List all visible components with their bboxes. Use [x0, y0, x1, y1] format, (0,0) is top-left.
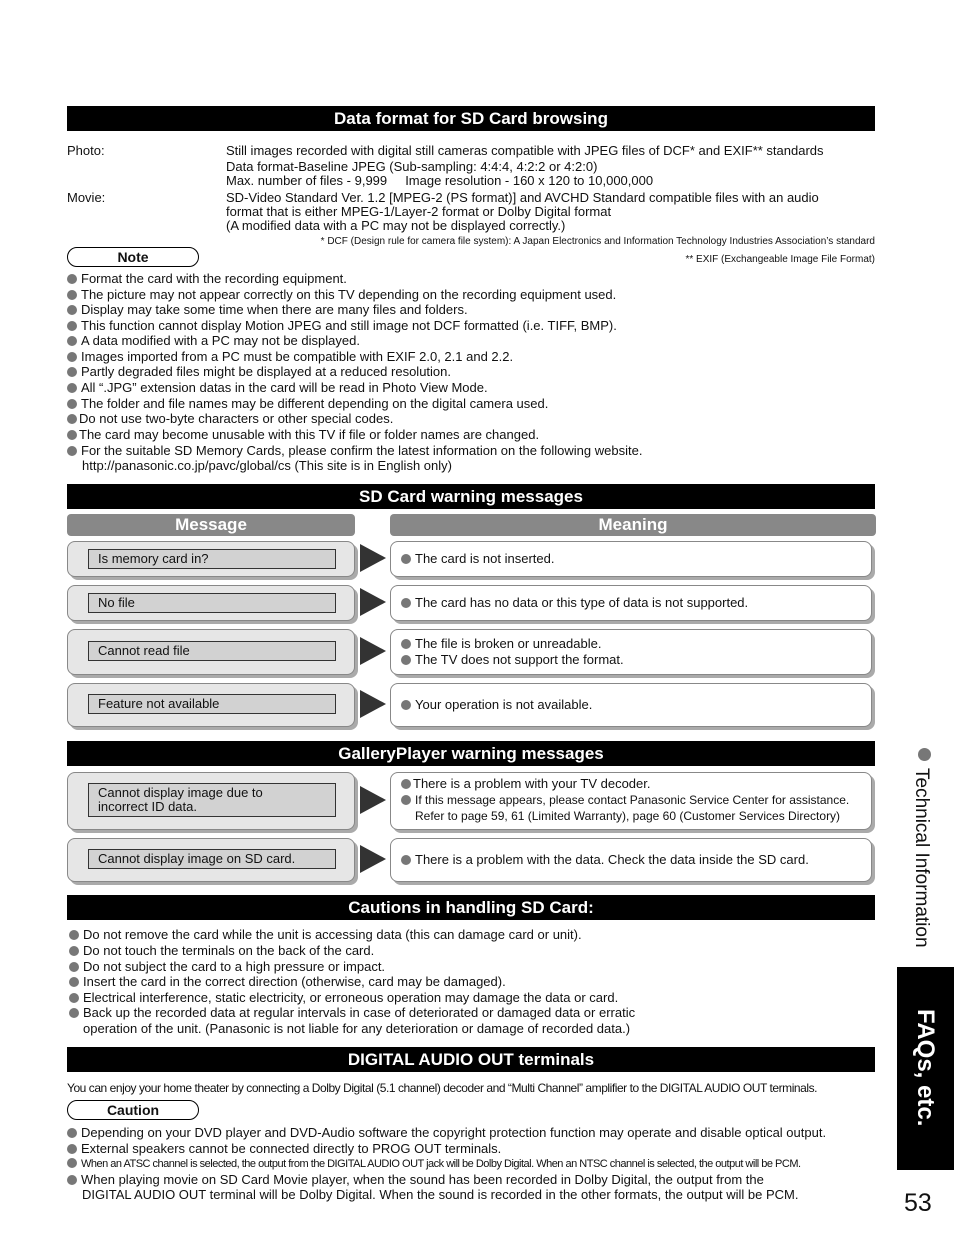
note-item: All “.JPG” extension datas in the card will be read in Photo View Mode.	[67, 380, 488, 395]
page-number: 53	[904, 1189, 932, 1217]
caution-item: Do not subject the card to a high pressure or impact.	[69, 959, 385, 974]
bullet-icon	[67, 352, 77, 362]
sd-warnings-heading: SD Card warning messages	[67, 484, 875, 509]
meaning-text: Refer to page 59, 61 (Limited Warranty), page 60 (Customer Services Directory)	[415, 809, 841, 823]
note-item: Display may take some time when there are many files and folders.	[67, 302, 468, 317]
note-item: A data modified with a PC may not be displayed.	[67, 333, 360, 348]
note-label: Note	[67, 247, 199, 267]
photo-line: Still images recorded with digital still cameras compatible with JPEG files of DCF* and EXIF** standards	[226, 143, 824, 158]
caution-continuation: operation of the unit. (Panasonic is not liable for any deterioration or damage of recorded data.)	[83, 1021, 631, 1036]
faqs-label: FAQs, etc.	[912, 1009, 939, 1127]
bullet-icon	[401, 554, 411, 564]
message-text: Is memory card in?	[88, 549, 336, 569]
bullet-icon	[67, 305, 77, 315]
message-box	[67, 541, 355, 577]
message-box	[67, 838, 355, 882]
bullet-icon	[67, 383, 77, 393]
bullet-icon	[401, 598, 411, 608]
meaning-text: There is a problem with the data. Check the data inside the SD card.	[415, 852, 809, 867]
bullet-icon	[67, 1144, 77, 1154]
bullet-icon	[67, 321, 77, 331]
bullet-icon	[69, 993, 79, 1003]
audio-continuation: DIGITAL AUDIO OUT terminal will be Dolby Digital. When the sound is recorded in the other formats, the output will be PCM.	[82, 1187, 799, 1202]
note-item: Format the card with the recording equipment.	[67, 271, 347, 286]
meaning-box	[390, 585, 872, 621]
message-text: Cannot display image on SD card.	[88, 849, 336, 869]
bullet-icon	[69, 930, 79, 940]
meaning-text: The file is broken or unreadable.	[415, 636, 602, 651]
photo-line: Max. number of files - 9,999 Image resolution - 160 x 120 to 10,000,000	[226, 173, 654, 188]
bullet-icon	[67, 430, 77, 440]
caution-item: Insert the card in the correct direction (otherwise, card may be damaged).	[69, 974, 506, 989]
bullet-icon	[401, 655, 411, 665]
bullet-icon	[67, 1128, 77, 1138]
audio-item: When playing movie on SD Card Movie player, when the sound has been recorded in Dolby Digital, the output from the	[67, 1172, 764, 1187]
bullet-icon	[69, 962, 79, 972]
message-text: No file	[88, 593, 336, 613]
sidebar-faqs-tab	[897, 967, 954, 1170]
note-item: For the suitable SD Memory Cards, please confirm the latest information on the following website.	[67, 443, 642, 458]
note-item: This function cannot display Motion JPEG and still image not DCF formatted (i.e. TIFF, BMP).	[67, 318, 617, 333]
message-box	[67, 585, 355, 621]
bullet-icon	[67, 446, 77, 456]
bullet-icon	[69, 1008, 79, 1018]
note-item: Images imported from a PC must be compatible with EXIF 2.0, 2.1 and 2.2.	[67, 349, 513, 364]
meaning-box	[390, 629, 872, 675]
photo-line: Data format-Baseline JPEG (Sub-sampling: 4:4:4, 4:2:2 or 4:2:0)	[226, 159, 598, 174]
caution-item: Electrical interference, static electricity, or erroneous operation may damage the data or card.	[69, 990, 618, 1005]
message-text: Cannot display image due to incorrect ID data.	[88, 783, 336, 817]
message-box	[67, 683, 355, 727]
bullet-icon	[401, 779, 411, 789]
bullet-icon	[69, 977, 79, 987]
bullet-icon	[67, 399, 77, 409]
note-item: The folder and file names may be different depending on the digital camera used.	[67, 396, 548, 411]
caution-label: Caution	[67, 1100, 199, 1120]
meaning-box	[390, 772, 872, 830]
note-item: The card may become unusable with this TV if file or folder names are changed.	[67, 427, 539, 442]
movie-line: SD-Video Standard Ver. 1.2 [MPEG-2 (PS format)] and AVCHD Standard compatible files with an audio	[226, 190, 819, 205]
movie-line: format that is either MPEG-1/Layer-2 format or Dolby Digital format	[226, 204, 612, 219]
meaning-box	[390, 541, 872, 577]
audio-item: When an ATSC channel is selected, the output from the DIGITAL AUDIO OUT jack will be Dolby Digital. When an NTSC channel is selected, the output will be PCM.	[67, 1157, 801, 1172]
footnote-dcf: * DCF (Design rule for camera file system): A Japan Electronics and Information Technology Industries Association’s standard	[320, 236, 875, 247]
arrow-right-icon	[360, 690, 386, 718]
caution-item: Back up the recorded data at regular intervals in case of deteriorated or damaged data or erratic	[69, 1005, 635, 1020]
message-text: Cannot read file	[88, 641, 336, 661]
meaning-box	[390, 838, 872, 882]
caution-item: Do not remove the card while the unit is accessing data (this can damage card or unit).	[69, 927, 582, 942]
sd-format-heading: Data format for SD Card browsing	[67, 106, 875, 131]
audio-item: Depending on your DVD player and DVD-Audio software the copyright protection function may operate and disable optical output.	[67, 1125, 826, 1140]
col-meaning-header: Meaning	[390, 514, 876, 536]
website-line: http://panasonic.co.jp/pavc/global/cs (This site is in English only)	[82, 458, 452, 473]
bullet-icon	[918, 748, 931, 761]
arrow-right-icon	[360, 544, 386, 572]
note-item: Do not use two-byte characters or other special codes.	[67, 411, 393, 426]
arrow-right-icon	[360, 786, 386, 814]
meaning-box	[390, 683, 872, 727]
bullet-icon	[401, 855, 411, 865]
movie-line: (A modified data with a PC may not be displayed correctly.)	[226, 218, 566, 233]
bullet-icon	[67, 274, 77, 284]
photo-label: Photo:	[67, 143, 105, 158]
bullet-icon	[67, 414, 77, 424]
bullet-icon	[67, 1158, 77, 1168]
bullet-icon	[401, 795, 411, 805]
message-box	[67, 772, 355, 830]
bullet-icon	[67, 336, 77, 346]
arrow-right-icon	[360, 637, 386, 665]
audio-heading: DIGITAL AUDIO OUT terminals	[67, 1047, 875, 1072]
bullet-icon	[67, 1175, 77, 1185]
sidebar-technical-info	[897, 740, 954, 965]
audio-intro: You can enjoy your home theater by connecting a Dolby Digital (5.1 channel) decoder and “Multi Channel” amplifier to the DIGITAL AUDIO OUT terminals.	[67, 1081, 818, 1095]
footnote-exif: ** EXIF (Exchangeable Image File Format)	[685, 254, 875, 265]
note-item: The picture may not appear correctly on this TV depending on the recording equipment used.	[67, 287, 616, 302]
cautions-heading: Cautions in handling SD Card:	[67, 895, 875, 920]
movie-label: Movie:	[67, 190, 106, 205]
bullet-icon	[67, 290, 77, 300]
bullet-icon	[401, 639, 411, 649]
bullet-icon	[67, 367, 77, 377]
meaning-text: The card is not inserted.	[415, 551, 555, 566]
note-item: Partly degraded files might be displayed at a reduced resolution.	[67, 364, 451, 379]
meaning-text: The card has no data or this type of data is not supported.	[415, 595, 749, 610]
meaning-text: If this message appears, please contact Panasonic Service Center for assistance.	[415, 793, 850, 807]
message-box	[67, 629, 355, 675]
arrow-right-icon	[360, 845, 386, 873]
message-text: Feature not available	[88, 694, 336, 714]
arrow-right-icon	[360, 588, 386, 616]
col-message-header: Message	[67, 514, 355, 536]
meaning-text: There is a problem with your TV decoder.	[413, 776, 651, 791]
technical-info-label: Technical Information	[911, 768, 932, 948]
caution-item: Do not touch the terminals on the back of the card.	[69, 943, 374, 958]
bullet-icon	[69, 946, 79, 956]
audio-item: External speakers cannot be connected directly to PROG OUT terminals.	[67, 1141, 501, 1156]
meaning-text: The TV does not support the format.	[415, 652, 624, 667]
meaning-text: Your operation is not available.	[415, 697, 593, 712]
bullet-icon	[401, 700, 411, 710]
gallery-warnings-heading: GalleryPlayer warning messages	[67, 741, 875, 766]
